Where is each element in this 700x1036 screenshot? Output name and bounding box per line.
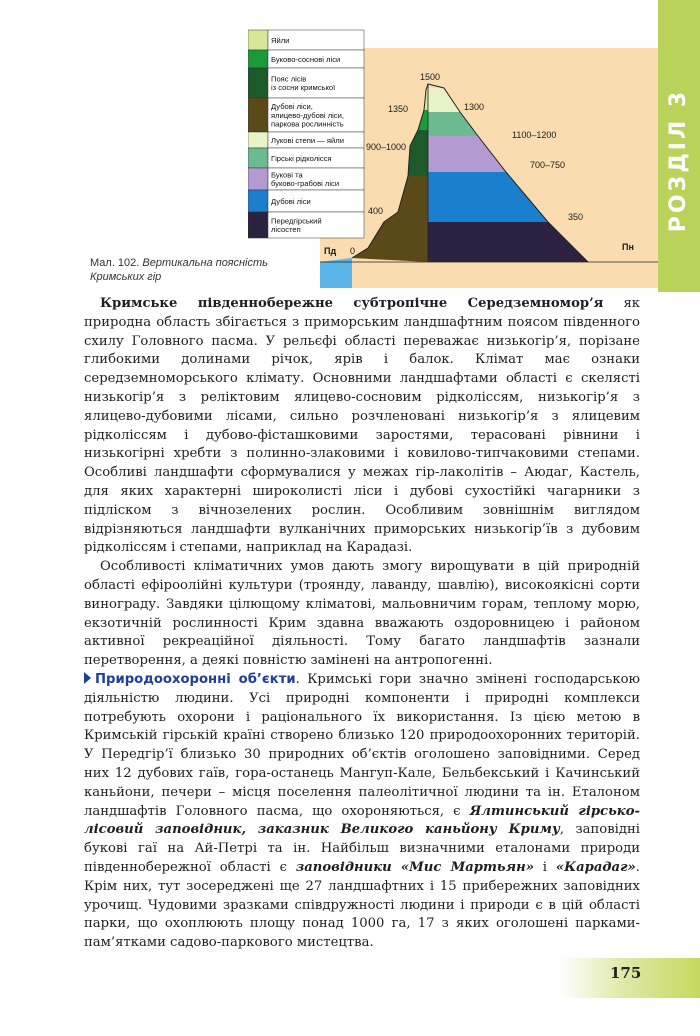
paragraph-1-body: як природна область збігається з приморським ландшафтним поясом південного схилу Головного пасма. У рельєфі області переважає низькогір’я, порізане глибокими долинами річок, ярів і балок. Клімат має ознаки середземноморського клімату. Основними ландшафтами області є скелясті низькогір’я з реліктовим ялицево-сосновим рідколіссям, низькогір’я з ялицево-дубовими лісами, сильно розчленовані низькогір’я з ялицевим рідколіссям і дубово-фісташковими заростями, терасовані рівнини і низькогірні хребти з полинно-злаковими і ковилово-типчаковими степами. Особливі ландшафти сформувалися у межах гір-лаколітів – Аюдаг, Кастель, для яких характерні широколисті ліси і дубові сухостійкі чагарники з підліском з вічнозелених рослин. Особливим зовнішнім виглядом відрізняються ландшафти вулканічних приморських низькогір’їв з дубовим рідколіссям і степами, наприклад на Карадазі. (84, 296, 640, 556)
page-number: 175 (610, 964, 642, 982)
caption-number: Мал. 102. (90, 257, 140, 269)
elevation-label: 1300 (464, 102, 485, 112)
section-tab-label: РОЗДІЛ 3 (666, 88, 692, 232)
legend-label: Передгірський лісостеп (271, 216, 322, 235)
legend-label: Дубові ліси (271, 196, 311, 206)
legend-label: Пояс лісів із сосни кримської (271, 74, 336, 93)
elevation-label: 400 (368, 206, 384, 216)
figure-caption (90, 256, 270, 284)
caption-title: Вертикальна поясність Кримських гір (90, 257, 268, 283)
emphasis-reserve: Ялтинський гірсько-лісовий заповідник, заказник Великого каньйону Криму (84, 803, 640, 838)
legend-label: Буково-соснові ліси (271, 54, 341, 64)
paragraph-1-lead: Кримське південнобережне субтропічне Середземномор’я (100, 296, 604, 311)
emphasis-martyan: заповідники «Мис Мартьян» (295, 859, 534, 875)
paragraph-2: Особливості кліматичних умов дають змогу вирощувати в цій природній області ефіроолійні культури (троянду, лаванду, шавлію), високоякісні сорти винограду. Завдяки цілющому кліматові, мальовничим горам, теплому морю, екзотичній рослинності Крим здавна вважають оздоровницею і районом активної рекреаційної діяльності. Тому багато ландшафтів зазнали перетворення, а деякі повністю замінені на антропогенні. (84, 559, 640, 669)
legend-swatch (248, 68, 268, 98)
paragraph-3-part: . Крім них, тут зосереджені ще 27 ландшафтних і 15 прибережних заповідних урочищ. Чудовими зразками співдружності людини і природи є в цій області парки, що охоплюють площу понад 1000 га, 17 з яких оголошені парками-пам’ятками садово-паркового мистецтва. (84, 859, 640, 951)
legend-label: Лукові степи — яйли (271, 135, 344, 145)
paragraph-3 (84, 671, 640, 953)
legend-label: Яйли (271, 35, 290, 45)
vertical-zonation-figure (248, 26, 658, 288)
legend-swatch (248, 50, 268, 68)
figure-svg (248, 26, 658, 288)
legend-swatch (248, 132, 268, 148)
legend-label: Гірські рідколісся (271, 153, 332, 163)
elevation-label: 1500 (420, 72, 441, 82)
legend-label: Букові та буково-грабові ліси (271, 170, 340, 189)
direction-south: Пд (324, 246, 337, 256)
legend-swatch (248, 30, 268, 50)
section-marker-icon (84, 672, 91, 684)
figure-legend (248, 30, 364, 238)
elevation-label: 700–750 (530, 160, 566, 170)
legend-swatch (248, 148, 268, 168)
direction-north: Пн (622, 242, 634, 252)
elevation-label: 350 (568, 212, 584, 222)
elevation-label: 1350 (388, 104, 409, 114)
sea-area (320, 258, 352, 288)
elevation-label: 0 (350, 246, 356, 256)
elevation-label: 1100–1200 (512, 130, 557, 140)
section-heading: Природоохоронні об’єкти (95, 671, 296, 687)
legend-swatch (248, 98, 268, 132)
legend-swatch (248, 168, 268, 190)
legend-label: Дубові ліси, ялицево-дубові ліси, паркова рослинність (271, 102, 344, 129)
legend-swatch (248, 190, 268, 212)
paragraph-3-part: , заповідні букові гаї на Ай-Петрі та ін. Найбільш визначними еталонами природи південнобережної області є (84, 822, 640, 875)
elevation-label: 900–1000 (366, 142, 407, 152)
legend-swatch (248, 212, 268, 238)
body-text (84, 295, 640, 953)
emphasis-karadag: «Карадаг» (555, 859, 636, 875)
paragraph-3-part: і (533, 859, 556, 875)
paragraph-1 (84, 295, 640, 558)
paragraph-3-part: . Кримські гори значно змінені господарською діяльністю людини. Усі природні компоненти і природні комплекси потребують охорони і раціонального їх використання. Із цією метою в Кримській гірській країні створено близько 120 природоохоронних територій. У Передгір’ї близько 30 природних об’єктів оголошено заповідними. Серед них 12 дубових гаїв, гора-останець Мангуп-Кале, Бельбекський і Качинський каньйони, печери – місця поселення палеолітичної людини та ін. Еталоном ландшафтів Головного пасма, що охороняються, є (84, 671, 640, 819)
